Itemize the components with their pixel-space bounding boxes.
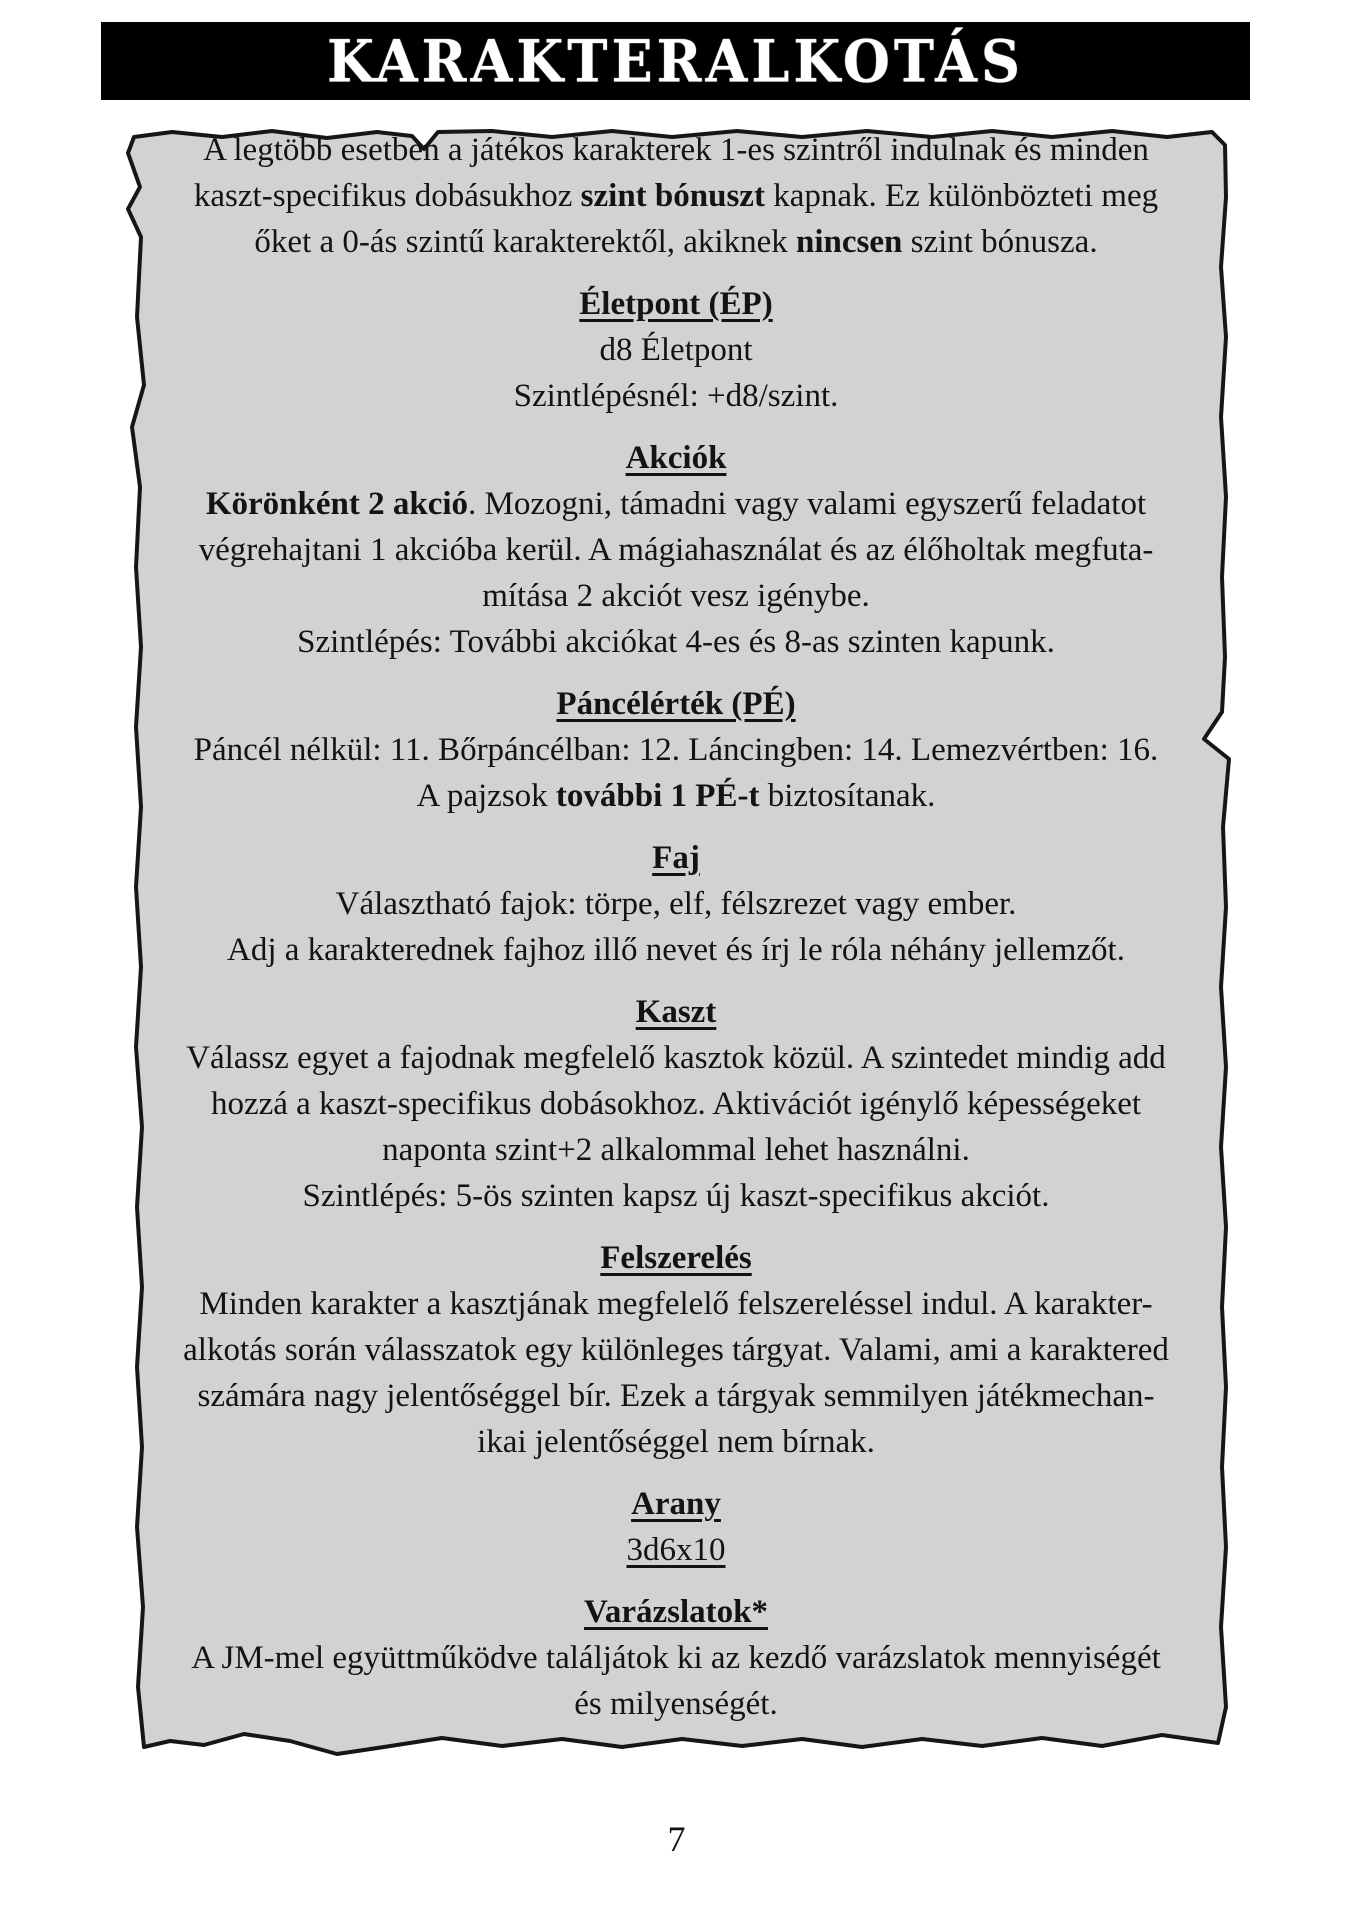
- section-body-eletpont: d8 Életpont Szintlépésnél: +d8/szint.: [513, 332, 839, 414]
- parchment-panel: [112, 117, 1240, 1763]
- intro-bold-szint-bonuszt: szint bónuszt: [580, 178, 765, 214]
- section-body-felszereles: Minden karakter a kasztjának megfelelő felszereléssel indul. A karakter- alkotás során válasszatok egy különleges tárgyat. Valami, ami a karaktered számára nagy jelentőséggel bír. Ezek a tárgyak semmilyen játékmechan- ikai jelentőséggel nem bírnak.: [183, 1286, 1169, 1460]
- intro-bold-nincsen: nincsen: [795, 224, 903, 260]
- intro-text-2: kapnak. Ez különbözteti meg őket a 0-ás szintű karakterektől, akiknek: [254, 178, 1159, 260]
- section-heading-faj: Faj: [652, 840, 700, 876]
- section-heading-arany: Arany: [631, 1486, 721, 1522]
- arany-dice-value: 3d6x10: [626, 1532, 726, 1568]
- intro-paragraph: [138, 127, 1214, 265]
- akciok-text: . Mozogni, támadni vagy valami egyszerű feladatot végrehajtani 1 akcióba kerül. A mágiahasználat és az élőholtak megfuta- mítása 2 akciót vesz igénybe. Szintlépés: További akciókat 4-es és 8-as szinten kapunk.: [198, 486, 1154, 660]
- chapter-banner: [101, 22, 1250, 100]
- akciok-bold-koronkent: Körönként 2 akció: [205, 486, 469, 522]
- section-body-varazslatok: A JM-mel együttműködve találjátok ki az kezdő varázslatok mennyiségét és milyenségét.: [191, 1640, 1161, 1722]
- section-heading-pancelertek: Páncélérték (PÉ): [556, 686, 796, 722]
- pancel-text-2: biztosítanak.: [759, 778, 936, 814]
- section-heading-akciok: Akciók: [625, 440, 727, 476]
- section-heading-kaszt: Kaszt: [635, 994, 717, 1030]
- intro-text-1: A legtöbb esetben a játékos karakterek 1-es szintről indulnak és minden kaszt-specifikus dobásukhoz: [193, 132, 1149, 214]
- section-heading-eletpont: Életpont (ÉP): [579, 286, 773, 322]
- section-body-pancelertek: [138, 727, 1214, 819]
- page-number: 7: [667, 1819, 686, 1859]
- intro-text-3: szint bónusza.: [902, 224, 1098, 260]
- section-body-faj: Választható fajok: törpe, elf, félszrezet vagy ember. Adj a karakterednek fajhoz illő nevet és írj le róla néhány jellemzőt.: [227, 886, 1125, 968]
- section-body-akciok: [138, 481, 1214, 665]
- section-body-kaszt: Válassz egyet a fajodnak megfelelő kasztok közül. A szintedet mindig add hozzá a kaszt-specifikus dobásokhoz. Aktivációt igénylő képességeket naponta szint+2 alkalommal lehet használni. Szintlépés: 5-ös szinten kapsz új kaszt-specifikus akciót.: [186, 1040, 1166, 1214]
- chapter-title: KARAKTERALKOTÁS: [326, 26, 1025, 96]
- pancel-bold-tovabbi-pe: további 1 PÉ-t: [555, 778, 760, 814]
- parchment-content: [138, 127, 1214, 1727]
- section-heading-varazslatok: Varázslatok*: [584, 1594, 768, 1630]
- section-heading-felszereles: Felszerelés: [600, 1240, 752, 1276]
- pancel-text-1: Páncél nélkül: 11. Bőrpáncélban: 12. Láncingben: 14. Lemezvértben: 16. A pajzsok: [193, 732, 1159, 814]
